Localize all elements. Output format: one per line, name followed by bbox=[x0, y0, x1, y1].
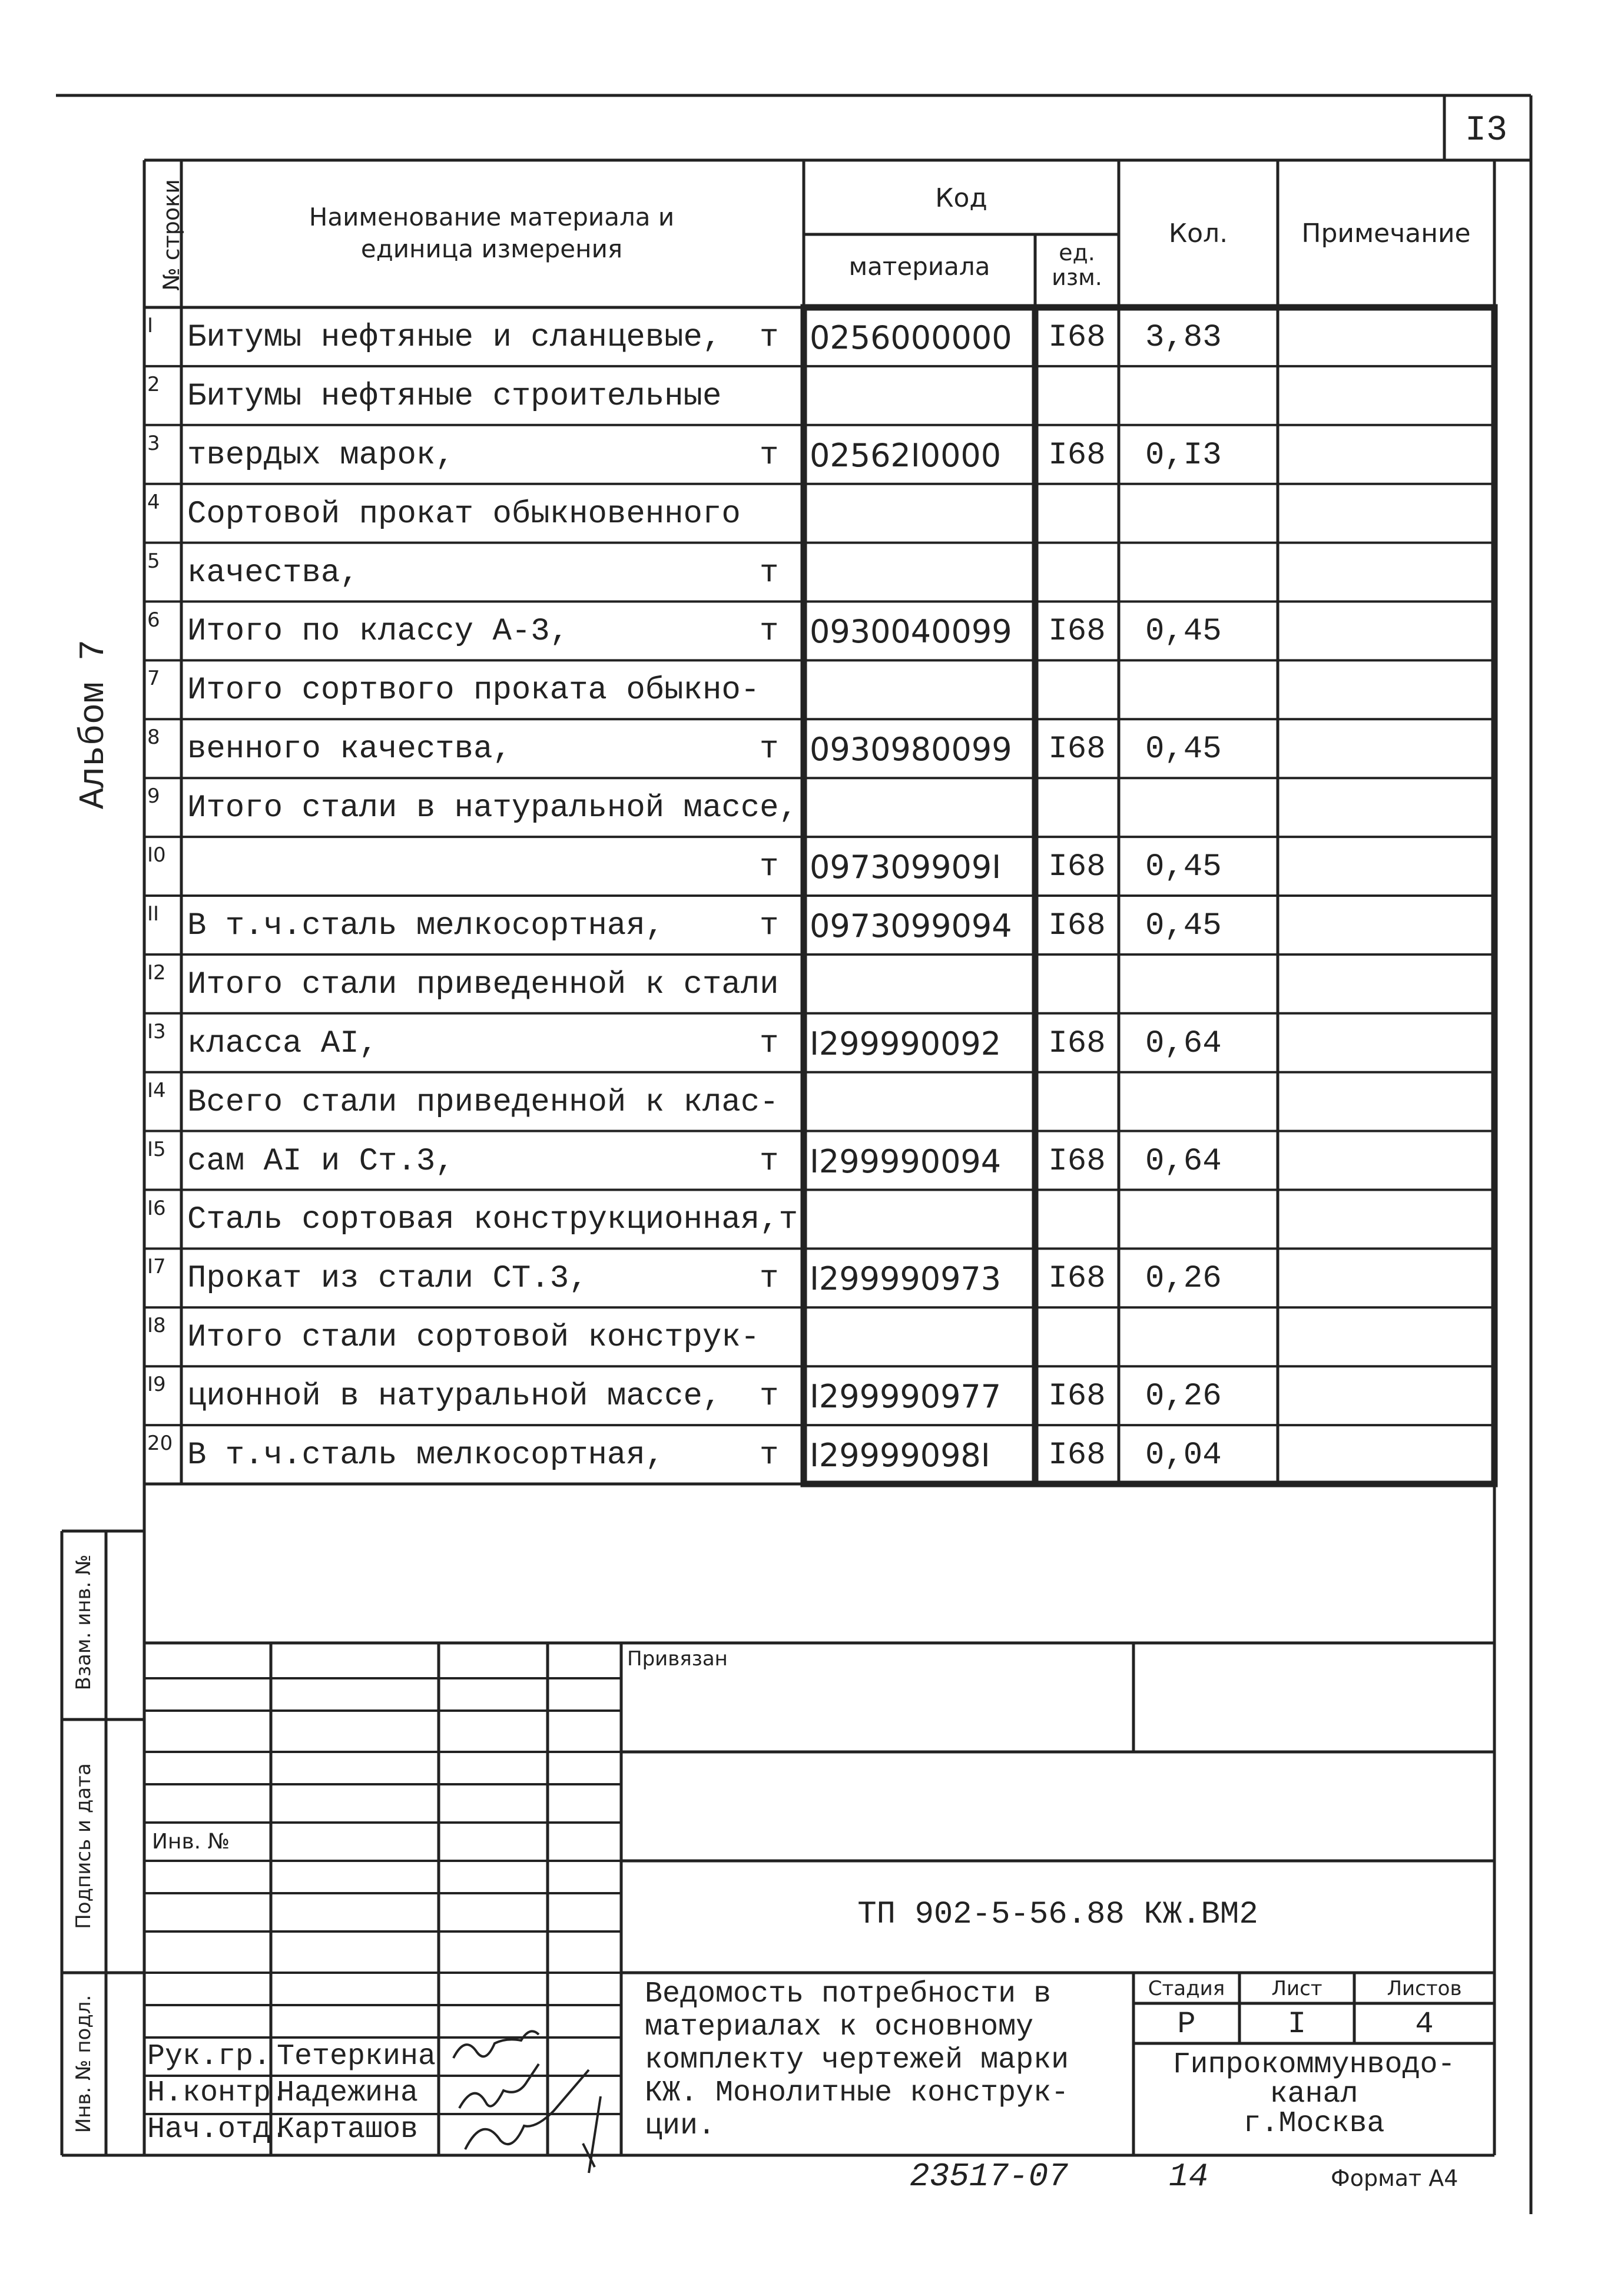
label-inv-no: Инв. № bbox=[152, 1830, 230, 1854]
quantity: 0,26 bbox=[1145, 1261, 1222, 1297]
unit-letter: т bbox=[760, 437, 779, 473]
material-name: сам AI и Ст.3, bbox=[187, 1143, 455, 1180]
material-code: 097309909I bbox=[810, 849, 1002, 886]
signer-role: Н.контр. bbox=[147, 2076, 289, 2110]
unit-code: I68 bbox=[1048, 731, 1106, 768]
signer-name: Тетеркина bbox=[277, 2040, 436, 2073]
material-name: Итого сортвого проката обыкно- bbox=[187, 672, 760, 709]
signer-role: Рук.гр. bbox=[147, 2040, 271, 2073]
quantity: 3,83 bbox=[1145, 319, 1222, 356]
row-number: I3 bbox=[147, 1019, 166, 1043]
description-line: КЖ. Монолитные конструк- bbox=[645, 2076, 1069, 2110]
material-name: Битумы нефтяные строительные bbox=[187, 378, 722, 415]
unit-letter: т bbox=[760, 1025, 779, 1062]
material-name: ционной в натуральной массе, bbox=[187, 1379, 722, 1415]
document-code: ТП 902-5-56.88 КЖ.ВМ2 bbox=[857, 1897, 1258, 1933]
description-line: комплекту чертежей марки bbox=[645, 2043, 1069, 2077]
unit-letter: т bbox=[760, 731, 779, 768]
unit-code: I68 bbox=[1048, 614, 1106, 650]
org-line2: канал bbox=[1269, 2078, 1358, 2111]
quantity: 0,64 bbox=[1145, 1025, 1222, 1062]
row-number: I7 bbox=[147, 1255, 166, 1279]
org-line1: Гипрокоммунводо- bbox=[1172, 2048, 1456, 2082]
material-code: 0930040099 bbox=[810, 613, 1012, 651]
material-name: качества, bbox=[187, 555, 359, 591]
quantity: 0,45 bbox=[1145, 614, 1222, 650]
row-number: I8 bbox=[147, 1314, 166, 1338]
sheets-header: Листов bbox=[1387, 1977, 1462, 2000]
stage-header: Стадия bbox=[1148, 1977, 1225, 2000]
row-number: 6 bbox=[147, 608, 160, 632]
signatures-drawing bbox=[453, 2031, 601, 2173]
sheets-value: 4 bbox=[1415, 2007, 1434, 2042]
material-name: Битумы нефтяные и сланцевые, bbox=[187, 319, 722, 356]
material-name: В т.ч.сталь мелкосортная, bbox=[187, 1437, 665, 1474]
material-name: Итого по классу А-3, bbox=[187, 614, 569, 650]
material-name: венного качества, bbox=[187, 731, 512, 768]
header-name-line2: единица измерения bbox=[360, 234, 623, 263]
unit-code: I68 bbox=[1048, 1143, 1106, 1180]
unit-code: I68 bbox=[1048, 1379, 1106, 1415]
row-number: I9 bbox=[147, 1373, 166, 1397]
unit-code: I68 bbox=[1048, 319, 1106, 356]
row-number: 5 bbox=[147, 549, 160, 573]
sheet-number: I3 bbox=[1465, 111, 1508, 151]
material-name: В т.ч.сталь мелкосортная, bbox=[187, 907, 665, 944]
unit-letter: т bbox=[760, 1143, 779, 1180]
unit-letter: т bbox=[760, 555, 779, 591]
row-number: 3 bbox=[147, 431, 160, 455]
org-line3: г.Москва bbox=[1243, 2107, 1385, 2141]
format-label: Формат А4 bbox=[1331, 2165, 1459, 2191]
material-name: Итого стали в натуральной массе, bbox=[187, 790, 798, 827]
quantity: 0,I3 bbox=[1145, 437, 1222, 473]
unit-letter: т bbox=[760, 614, 779, 650]
row-number: I2 bbox=[147, 960, 166, 985]
quantity: 0,04 bbox=[1145, 1437, 1222, 1474]
handwritten-page: 14 bbox=[1169, 2158, 1209, 2195]
material-code: 0256000000 bbox=[810, 319, 1012, 356]
description-line: ции. bbox=[645, 2109, 716, 2143]
material-name: Итого стали сортовой конструк- bbox=[187, 1320, 760, 1356]
label-podpis-data: Подпись и дата bbox=[72, 1763, 95, 1929]
quantity: 0,26 bbox=[1145, 1379, 1222, 1415]
quantity: 0,64 bbox=[1145, 1143, 1222, 1180]
header-name-line1: Наименование материала и bbox=[309, 203, 675, 231]
signer-name: Карташов bbox=[277, 2113, 419, 2146]
unit-letter: т bbox=[760, 907, 779, 944]
unit-code: I68 bbox=[1048, 849, 1106, 886]
header-unit-line1: ед. bbox=[1059, 240, 1095, 266]
material-code: I29999098I bbox=[810, 1437, 990, 1475]
row-number: I5 bbox=[147, 1137, 166, 1161]
row-number: I4 bbox=[147, 1078, 166, 1102]
unit-code: I68 bbox=[1048, 1025, 1106, 1062]
material-code: 02562I0000 bbox=[810, 436, 1002, 474]
label-privyazan: Привязан bbox=[627, 1647, 728, 1671]
unit-letter: т bbox=[760, 1261, 779, 1297]
quantity: 0,45 bbox=[1145, 731, 1222, 768]
header-material: материала bbox=[848, 252, 990, 281]
unit-code: I68 bbox=[1048, 1261, 1106, 1297]
material-name: твердых марок, bbox=[187, 437, 455, 473]
unit-letter: т bbox=[760, 1437, 779, 1474]
unit-letter: т bbox=[760, 1379, 779, 1415]
sheet-header: Лист bbox=[1271, 1977, 1322, 2000]
row-number: I bbox=[147, 314, 154, 337]
material-code: I299990973 bbox=[810, 1260, 1002, 1298]
unit-code: I68 bbox=[1048, 1437, 1106, 1474]
header-unit-line2: изм. bbox=[1052, 264, 1102, 290]
unit-code: I68 bbox=[1048, 907, 1106, 944]
description-line: Ведомость потребности в bbox=[645, 1977, 1052, 2011]
row-number: 8 bbox=[147, 725, 160, 750]
album-label: Альбом 7 bbox=[74, 639, 114, 810]
row-number: 7 bbox=[147, 667, 160, 691]
quantity: 0,45 bbox=[1145, 849, 1222, 886]
header-qty: Кол. bbox=[1168, 218, 1228, 249]
row-number: 20 bbox=[147, 1432, 173, 1456]
row-number: I0 bbox=[147, 843, 166, 867]
material-name: Сталь сортовая конструкционная,т bbox=[187, 1202, 798, 1238]
label-vzam-inv: Взам. инв. № bbox=[72, 1554, 95, 1691]
header-code: Код bbox=[935, 183, 987, 213]
material-name: Итого стали приведенной к стали bbox=[187, 966, 779, 1003]
label-inv-podl: Инв. № подл. bbox=[72, 1994, 95, 2133]
row-number: 9 bbox=[147, 784, 160, 809]
header-row-number: № строки bbox=[158, 179, 184, 291]
signer-name: Надежина bbox=[277, 2076, 419, 2110]
handwritten-number: 23517-07 bbox=[910, 2158, 1068, 2195]
quantity: 0,45 bbox=[1145, 907, 1222, 944]
unit-letter: т bbox=[760, 849, 779, 886]
row-number: I6 bbox=[147, 1196, 166, 1220]
unit-code: I68 bbox=[1048, 437, 1106, 473]
sheet-value: I bbox=[1287, 2007, 1307, 2042]
row-number: II bbox=[147, 902, 160, 926]
material-code: I299990094 bbox=[810, 1142, 1002, 1180]
material-code: 0973099094 bbox=[810, 907, 1012, 945]
signer-role: Нач.отд. bbox=[147, 2113, 289, 2146]
header-note: Примечание bbox=[1301, 218, 1471, 249]
material-name: Всего стали приведенной к клас- bbox=[187, 1084, 779, 1121]
stage-value: Р bbox=[1177, 2007, 1196, 2042]
description-line: материалах к основному bbox=[645, 2010, 1034, 2044]
material-code: I299990092 bbox=[810, 1025, 1002, 1062]
unit-letter: т bbox=[760, 319, 779, 356]
material-name: Прокат из стали СТ.3, bbox=[187, 1261, 588, 1297]
row-number: 4 bbox=[147, 490, 160, 514]
row-number: 2 bbox=[147, 372, 160, 396]
material-name: класса AI, bbox=[187, 1025, 379, 1062]
material-name: Сортовой прокат обыкновенного bbox=[187, 496, 741, 532]
material-code: 0930980099 bbox=[810, 731, 1012, 768]
material-code: I299990977 bbox=[810, 1378, 1002, 1416]
